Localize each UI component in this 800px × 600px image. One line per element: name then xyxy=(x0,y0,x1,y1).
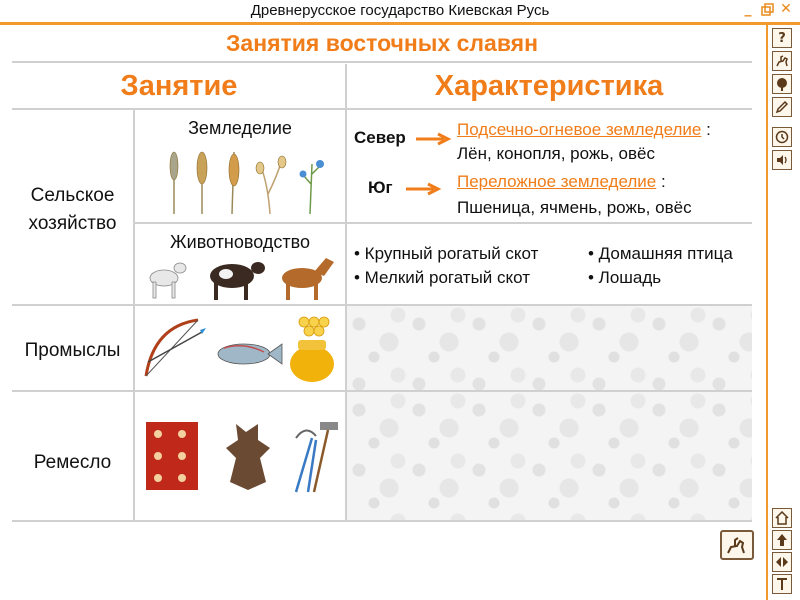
south-label: Юг xyxy=(368,178,393,197)
livestock-item: • Домашняя птица xyxy=(588,244,733,263)
tree-icon xyxy=(775,77,789,91)
row-divider xyxy=(12,520,752,522)
title-divider xyxy=(12,61,752,63)
sound-icon xyxy=(775,153,789,167)
subrow-divider xyxy=(134,222,752,224)
livestock-item: • Крупный рогатый скот xyxy=(354,244,539,263)
header-divider xyxy=(12,108,752,110)
clock-button[interactable] xyxy=(772,127,792,147)
livestock-item: • Мелкий рогатый скот xyxy=(354,268,531,287)
home-button[interactable] xyxy=(772,508,792,528)
pencil-button[interactable] xyxy=(772,97,792,117)
header-occupation: Занятие xyxy=(120,69,238,102)
prev-next-icon xyxy=(775,555,789,569)
window-title: Древнерусское государство Киевская Русь xyxy=(250,2,550,19)
occupations-table xyxy=(12,64,752,522)
arrow-right-icon xyxy=(406,182,442,196)
row-label-agriculture: Сельское хозяйство xyxy=(28,185,117,234)
text-button[interactable] xyxy=(772,574,792,594)
livestock-image xyxy=(142,256,342,302)
rider-icon xyxy=(726,535,748,555)
south-link-line xyxy=(457,172,666,192)
help-button[interactable] xyxy=(772,28,792,48)
help-icon: ? xyxy=(778,30,786,46)
grain-crops-image xyxy=(160,144,330,216)
south-crops: Пшеница, ячмень, рожь, овёс xyxy=(457,198,692,217)
close-icon[interactable]: ✕ xyxy=(780,1,792,17)
rider-button[interactable] xyxy=(772,51,792,71)
restore-icon[interactable] xyxy=(759,1,775,17)
rider-icon xyxy=(775,54,789,68)
north-crops: Лён, конопля, рожь, овёс xyxy=(457,144,655,163)
rider-nav-button[interactable] xyxy=(720,530,754,560)
south-colon: : xyxy=(660,172,666,191)
farming-label: Земледелие xyxy=(188,118,292,138)
south-farming-link[interactable]: Переложное земледелие xyxy=(457,172,657,191)
prev-next-button[interactable] xyxy=(772,552,792,572)
column-divider xyxy=(133,108,135,522)
row-label-crafts: Ремесло xyxy=(33,452,112,473)
up-button[interactable] xyxy=(772,530,792,550)
trades-image xyxy=(140,312,340,386)
pencil-icon xyxy=(775,100,789,114)
north-colon: : xyxy=(706,120,711,139)
empty-characteristic-trades xyxy=(347,306,752,390)
north-link-line xyxy=(457,120,711,140)
arrow-right-icon xyxy=(416,132,452,146)
empty-characteristic-crafts xyxy=(347,392,752,520)
north-label: Север xyxy=(354,128,406,147)
clock-icon xyxy=(775,130,789,144)
minimize-icon[interactable]: _ xyxy=(744,1,752,17)
text-icon xyxy=(775,577,789,591)
header-characteristic: Характеристика xyxy=(434,69,664,102)
north-farming-link[interactable]: Подсечно-огневое земледелие xyxy=(457,120,702,139)
sound-button[interactable] xyxy=(772,150,792,170)
crafts-image xyxy=(146,418,342,498)
page-title: Занятия восточных славян xyxy=(226,30,538,56)
title-bar xyxy=(0,0,800,25)
tree-button[interactable] xyxy=(772,74,792,94)
husbandry-label: Животноводство xyxy=(170,232,310,252)
livestock-item: • Лошадь xyxy=(588,268,662,287)
sidebar-divider xyxy=(766,25,768,600)
up-arrow-icon xyxy=(775,533,789,547)
home-icon xyxy=(775,511,789,525)
row-label-trades: Промыслы xyxy=(24,340,121,361)
